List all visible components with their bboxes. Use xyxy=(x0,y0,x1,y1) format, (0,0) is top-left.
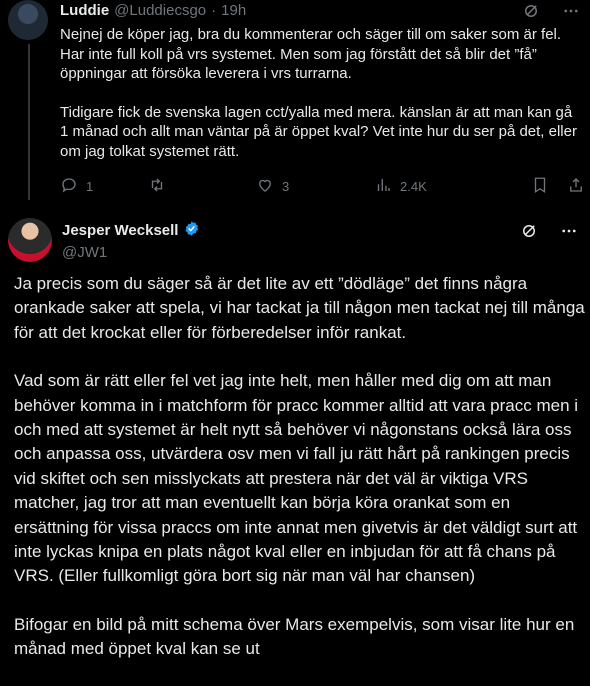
retweet-icon xyxy=(148,176,166,197)
reply-icon xyxy=(60,176,78,197)
avatar-jesper[interactable] xyxy=(8,218,52,262)
verified-badge-icon xyxy=(183,220,200,241)
reply-body xyxy=(60,25,580,180)
bookmark-icon[interactable] xyxy=(531,176,549,197)
reply-author-handle[interactable]: @Luddiecsgo xyxy=(114,2,207,19)
views-count: 2.4K xyxy=(400,179,427,194)
more-icon[interactable] xyxy=(560,222,578,240)
avatar-luddie[interactable] xyxy=(8,0,48,40)
reply-button[interactable] xyxy=(60,176,148,197)
reply-dot: · xyxy=(211,2,217,19)
reply-action-bar xyxy=(60,176,585,197)
main-paragraph: Ja precis som du säger så är det lite av ett ”dödläge” det finns några orankade saker att spela, vi har tackat ja till någon men tackat nej till många för att det krockat eller för förberedelser inför rankat. xyxy=(14,274,585,342)
heart-icon xyxy=(256,176,274,197)
main-body xyxy=(14,272,586,686)
reply-top-icons xyxy=(522,2,580,20)
main-top-icons xyxy=(520,222,578,240)
reply-count: 1 xyxy=(86,179,94,194)
reply-timestamp[interactable]: 19h xyxy=(221,2,247,19)
main-paragraph: Bifogar en bild på mitt schema över Mars exempelvis, som visar lite hur en månad med öppet kval kan se ut xyxy=(14,614,575,659)
grok-icon[interactable] xyxy=(520,222,538,240)
reply-header xyxy=(60,2,246,19)
more-icon[interactable] xyxy=(562,2,580,20)
reply-author-name[interactable]: Luddie xyxy=(60,2,110,19)
main-header xyxy=(62,220,200,261)
share-icon[interactable] xyxy=(567,176,585,197)
views-button[interactable] xyxy=(374,176,494,197)
like-button[interactable] xyxy=(256,176,374,197)
like-count: 3 xyxy=(282,179,290,194)
main-author-name[interactable]: Jesper Wecksell xyxy=(62,222,179,239)
reply-secondary-actions xyxy=(531,176,585,197)
views-icon xyxy=(374,176,392,197)
grok-icon[interactable] xyxy=(522,2,540,20)
reply-paragraph: Tidigare fick de svenska lagen cct/yalla med mera. känslan är att man kan gå 1 månad och allt man väntar på är öppet kval? Vet inte hur du ser på det, eller om jag tolkat systemet rätt. xyxy=(60,103,577,160)
reply-paragraph: Nejnej de köper jag, bra du kommenterar och säger till om saker som är fel. Har inte full koll på vrs systemet. Men som jag förstått det så blir det ”få” öppningar att försöka leverera i vrs turrarna. xyxy=(60,26,562,82)
main-paragraph: Vad som är rätt eller fel vet jag inte helt, men håller med dig om att man behöver komma in i matchform för pracc kommer alltid att vara pracc men i och med att systemet är helt nytt så behöver vi någonstans också lära oss och anpassa oss, utvärdera osv men vi fall ju rätt hårt på rankingen precis vid skiftet och sen misslyckats att prestera när det väl är viktiga VRS matcher, jag tror att man eventuellt kan börja köra orankat som en ersättning för vissa praccs om inte annat men givetvis är det väldigt surt att inte lyckas knipa en plats något kval eller en inbjudan för att få chans på VRS. (Eller fullkomligt göra bort sig när man väl har chansen) xyxy=(14,371,579,586)
retweet-button[interactable] xyxy=(148,176,256,197)
thread-connector-line xyxy=(28,44,30,200)
main-author-handle[interactable]: @JW1 xyxy=(62,244,108,261)
